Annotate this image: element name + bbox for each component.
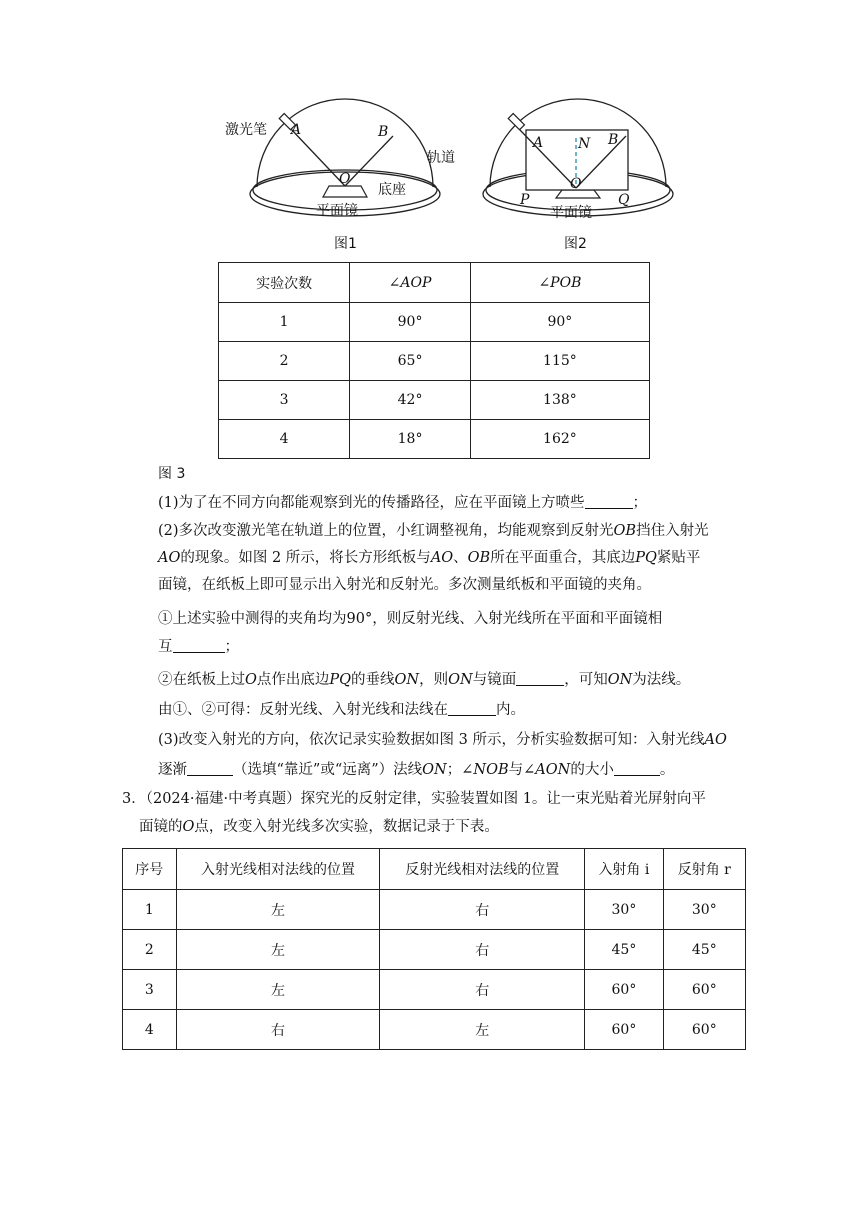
label-mirror: 平面镜 (316, 203, 358, 219)
answer-blank (585, 494, 633, 509)
question-2-1-line-1: ①上述实验中测得的夹角均为90°，则反射光线、入射光线所在平面和平面镜相 (158, 611, 663, 627)
table-cell: 60° (663, 970, 745, 1010)
table-header-cell: 序号 (123, 849, 177, 890)
table-cell: 左 (380, 1010, 585, 1050)
answer-blank (448, 701, 496, 716)
table-row (219, 342, 650, 381)
table-cell: 右 (380, 890, 585, 930)
table-cell: 60° (663, 1010, 745, 1050)
problem-3-line-2: 面镜的O点，改变入射光线多次实验，数据记录于下表。 (139, 819, 499, 835)
table-cell: 3 (219, 381, 350, 420)
table-cell: 右 (176, 1010, 380, 1050)
table-cell: 3 (123, 970, 177, 1010)
question-1: (1)为了在不同方向都能观察到光的传播路径，应在平面镜上方喷些 ； (158, 495, 648, 511)
answer-blank (614, 761, 660, 776)
table-row (219, 303, 650, 342)
label-P: P (520, 192, 530, 208)
fig3-caption: 图 3 (158, 466, 186, 482)
table-row (123, 930, 746, 970)
table-cell: 4 (219, 420, 350, 459)
table-cell: 4 (123, 1010, 177, 1050)
question-2-3: 由①、②可得：反射光线、入射光线和法线在 内。 (158, 702, 525, 718)
fig2-caption: 图2 (564, 236, 587, 252)
table-header-cell: 入射光线相对法线的位置 (176, 849, 380, 890)
table-cell: 30° (585, 890, 663, 930)
table-header-cell: 反射角 r (663, 849, 745, 890)
table-row (219, 381, 650, 420)
laser-pen-icon (508, 114, 524, 130)
table-cell: 左 (176, 930, 380, 970)
table-header-cell: ∠AOP (350, 263, 471, 303)
table-header-cell: ∠POB (470, 263, 649, 303)
label-Q: Q (618, 192, 630, 208)
question-2-1-line-2: 互 ； (158, 639, 239, 655)
label-track: 轨道 (427, 150, 455, 166)
table-cell: 115° (470, 342, 649, 381)
table-cell: 2 (219, 342, 350, 381)
reflected-ray (345, 136, 393, 186)
answer-blank (187, 761, 233, 776)
table-cell: 65° (350, 342, 471, 381)
table-row (123, 970, 746, 1010)
problem-3-line-1: 3．（2024·福建·中考真题）探究光的反射定律，实验装置如图 1。让一束光贴着光屏射向平 (122, 791, 706, 807)
table-row (123, 1010, 746, 1050)
table-cell: 30° (663, 890, 745, 930)
figure-2-diagram (480, 92, 680, 252)
question-2-line-1: (2)多次改变激光笔在轨道上的位置，小红调整视角，均能观察到反射光OB挡住入射光 (158, 523, 709, 539)
question-2-2: ②在纸板上过O点作出底边PQ的垂线ON，则ON与镜面 ，可知ON为法线。 (158, 672, 691, 688)
label-O: O (570, 176, 582, 192)
figure-1-diagram (215, 92, 465, 252)
question-2-line-3: 面镜，在纸板上即可显示出入射光和反射光。多次测量纸板和平面镜的夹角。 (158, 577, 651, 593)
table-header-cell: 入射角 i (585, 849, 663, 890)
label-B: B (378, 124, 389, 140)
question-3-line-1: (3)改变入射光的方向，依次记录实验数据如图 3 所示，分析实验数据可知：入射光线AO (158, 732, 727, 748)
table-cell: 右 (380, 930, 585, 970)
question-2-line-2: AO的现象。如图 2 所示，将长方形纸板与AO、OB所在平面重合，其底边PQ紧贴平 (158, 550, 701, 566)
label-O: O (339, 171, 351, 187)
label-A: A (533, 135, 544, 151)
table-header-row (219, 263, 650, 303)
label-N: N (578, 136, 591, 152)
table-cell: 60° (585, 970, 663, 1010)
table-cell: 138° (470, 381, 649, 420)
label-B: B (608, 132, 619, 148)
table-cell: 2 (123, 930, 177, 970)
table-cell: 45° (585, 930, 663, 970)
table-cell: 18° (350, 420, 471, 459)
label-mirror: 平面镜 (550, 205, 592, 221)
table-cell: 162° (470, 420, 649, 459)
fig1-caption: 图1 (334, 236, 357, 252)
table-cell: 1 (123, 890, 177, 930)
label-A: A (291, 122, 302, 138)
table-header-cell: 反射光线相对法线的位置 (380, 849, 585, 890)
table-row (123, 890, 746, 930)
table-reflection-data (122, 848, 746, 1050)
table-cell: 90° (470, 303, 649, 342)
table-row (219, 420, 650, 459)
table-cell: 60° (585, 1010, 663, 1050)
table-angle-data (218, 262, 650, 459)
table-cell: 右 (380, 970, 585, 1010)
table-cell: 1 (219, 303, 350, 342)
table-cell: 90° (350, 303, 471, 342)
question-3-line-2: 逐渐 （选填“靠近”或“远离”）法线ON；∠NOB与∠AON的大小 。 (158, 762, 675, 778)
label-laser: 激光笔 (225, 122, 267, 138)
table-cell: 42° (350, 381, 471, 420)
table-cell: 左 (176, 970, 380, 1010)
label-base: 底座 (378, 182, 406, 198)
table-cell: 左 (176, 890, 380, 930)
mirror-shape (323, 186, 367, 197)
table-header-cell: 实验次数 (219, 263, 350, 303)
answer-blank (173, 638, 225, 653)
answer-blank (516, 671, 564, 686)
table-header-row (123, 849, 746, 890)
table-cell: 45° (663, 930, 745, 970)
